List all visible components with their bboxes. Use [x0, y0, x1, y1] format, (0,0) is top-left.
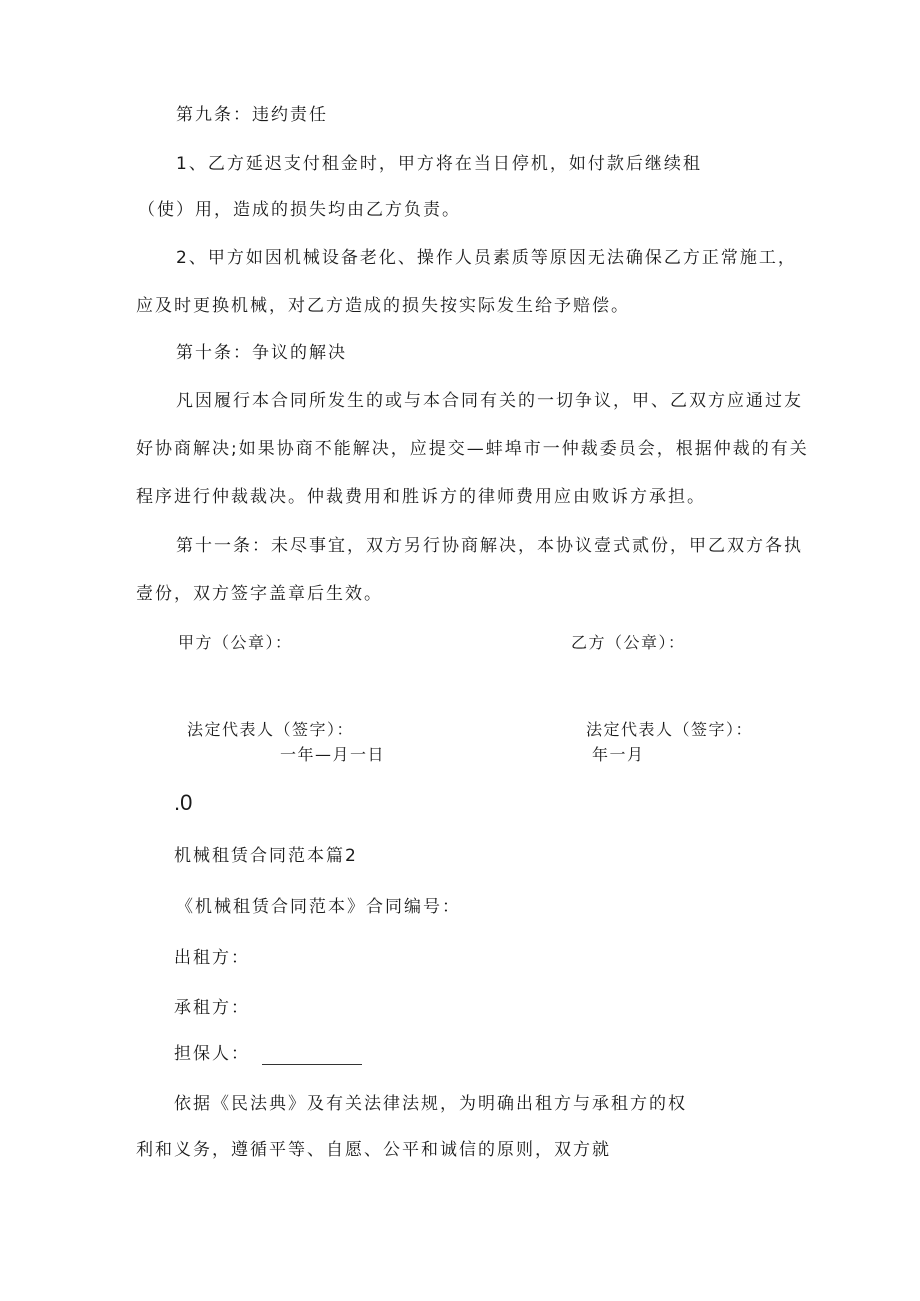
party-b-seal-label: 乙方（公章）：	[571, 633, 686, 652]
section10-line1: 凡因履行本合同所发生的或与本合同有关的一切争议，甲、乙双方应通过友	[176, 391, 803, 411]
section10-line3: 程序进行仲裁裁决。仲裁费用和胜诉方的律师费用应由败诉方承担。	[136, 487, 706, 507]
party-b-rep-label: 法定代表人（签字）：	[586, 720, 754, 739]
party-a-rep-label: 法定代表人（签字）：	[187, 720, 355, 739]
contract2-number-line: 《机械租赁合同范本》合同编号：	[176, 897, 461, 917]
section11-line2: 壹份，双方签字盖章后生效。	[136, 584, 383, 604]
lessor-label: 出租方：	[174, 948, 250, 968]
section9-clause2-line1: 2、甲方如因机械设备老化、操作人员素质等原因无法确保乙方正常施工，	[176, 248, 797, 268]
contract2-heading: 机械租赁合同范本篇2	[174, 846, 358, 866]
stray-mark: .0	[174, 790, 193, 815]
guarantor-blank-line	[262, 1046, 362, 1065]
guarantor-row	[174, 1043, 362, 1065]
party-b-date: 年一月	[592, 745, 645, 764]
lessee-label: 承租方：	[174, 998, 250, 1018]
contract2-intro-line1: 依据《民法典》及有关法律法规，为明确出租方与承租方的权	[174, 1094, 687, 1114]
section9-title: 第九条：违约责任	[176, 105, 328, 125]
contract2-intro-line2: 利和义务，遵循平等、自愿、公平和诚信的原则，双方就	[136, 1140, 611, 1160]
guarantor-label: 担保人：	[174, 1044, 250, 1064]
section9-clause1-line1: 1、乙方延迟支付租金时，甲方将在当日停机，如付款后继续租	[176, 154, 702, 174]
party-a-date: 一年—月一日	[280, 745, 386, 764]
section11-line1: 第十一条：未尽事宜，双方另行协商解决，本协议壹式贰份，甲乙双方各执	[176, 536, 803, 556]
party-a-seal-label: 甲方（公章）：	[178, 633, 293, 652]
section9-clause2-line2: 应及时更换机械，对乙方造成的损失按实际发生给予赔偿。	[136, 296, 630, 316]
section9-clause1-line2: （使）用，造成的损失均由乙方负责。	[138, 200, 461, 220]
section10-line2: 好协商解决;如果协商不能解决，应提交—蚌埠市一仲裁委员会，根据仲裁的有关	[136, 439, 809, 459]
section10-title: 第十条：争议的解决	[176, 343, 347, 363]
